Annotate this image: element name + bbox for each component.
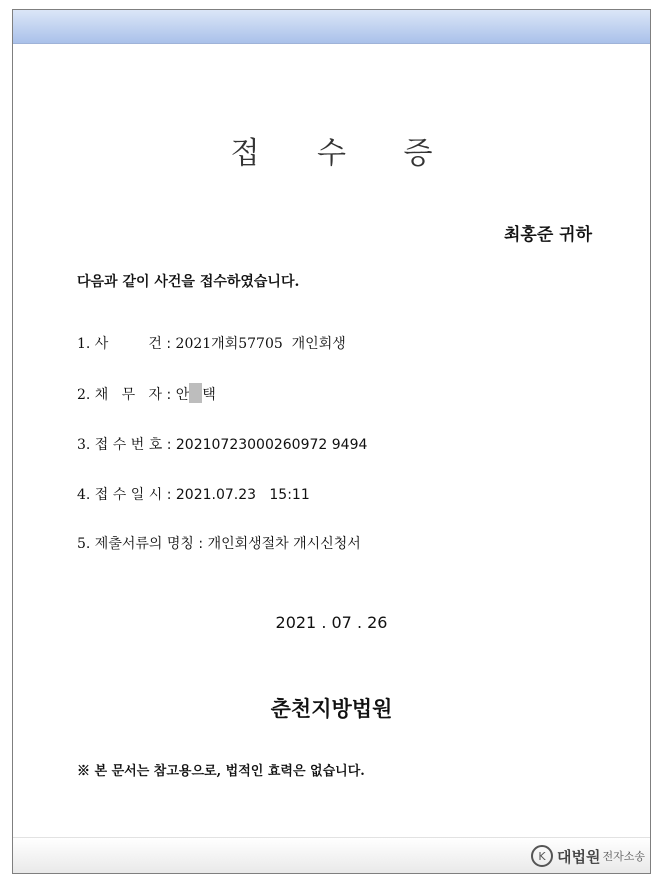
court-emblem-icon: K (531, 845, 553, 867)
item-receipt-number: 3. 접 수 번 호 : 20210723000260972 9494 (77, 437, 368, 453)
item-label: 1. 사 건 (77, 336, 162, 352)
item-label: 2. 채 무 자 (77, 387, 163, 403)
item-value: 2021.07.23 15:11 (175, 487, 310, 503)
item-label: 3. 접 수 번 호 (77, 437, 163, 453)
redaction-mask (189, 383, 202, 403)
item-document-name: 5. 제출서류의 명칭 : 개인회생절차 개시신청서 (77, 536, 361, 552)
item-value: 2021개회57705 개인회생 (175, 336, 346, 352)
item-label: 5. 제출서류의 명칭 (77, 536, 194, 552)
issue-date: 2021 . 07 . 26 (275, 613, 388, 632)
document-frame (12, 9, 651, 874)
intro-text: 다음과 같이 사건을 접수하였습니다. (77, 274, 300, 290)
notice-text: ※ 본 문서는 참고용으로, 법적인 효력은 없습니다. (77, 764, 365, 779)
item-value-suffix: 택 (202, 387, 216, 403)
header-bar (13, 10, 650, 44)
title-char: 수 (317, 136, 346, 171)
item-value-prefix: 안 (175, 387, 190, 403)
supreme-court-logo (531, 845, 645, 867)
logo-sub-text: 전자소송 (602, 850, 645, 863)
item-debtor: 2. 채 무 자 : 안 택 (77, 383, 216, 404)
item-case: 1. 사 건 : 2021개회57705 개인회생 (77, 336, 346, 352)
item-receipt-datetime: 4. 접 수 일 시 : 2021.07.23 15:11 (77, 487, 310, 503)
item-value: 20210723000260972 9494 (175, 437, 368, 453)
logo-main-text: 대법원 (557, 847, 601, 866)
title-char: 접 (230, 136, 260, 171)
item-label: 4. 접 수 일 시 (77, 487, 163, 503)
recipient: 최홍준 귀하 (503, 225, 592, 245)
document-title (13, 128, 650, 172)
item-value: 개인회생절차 개시신청서 (207, 536, 361, 552)
court-name: 춘천지방법원 (270, 696, 393, 721)
title-char: 증 (403, 136, 433, 171)
